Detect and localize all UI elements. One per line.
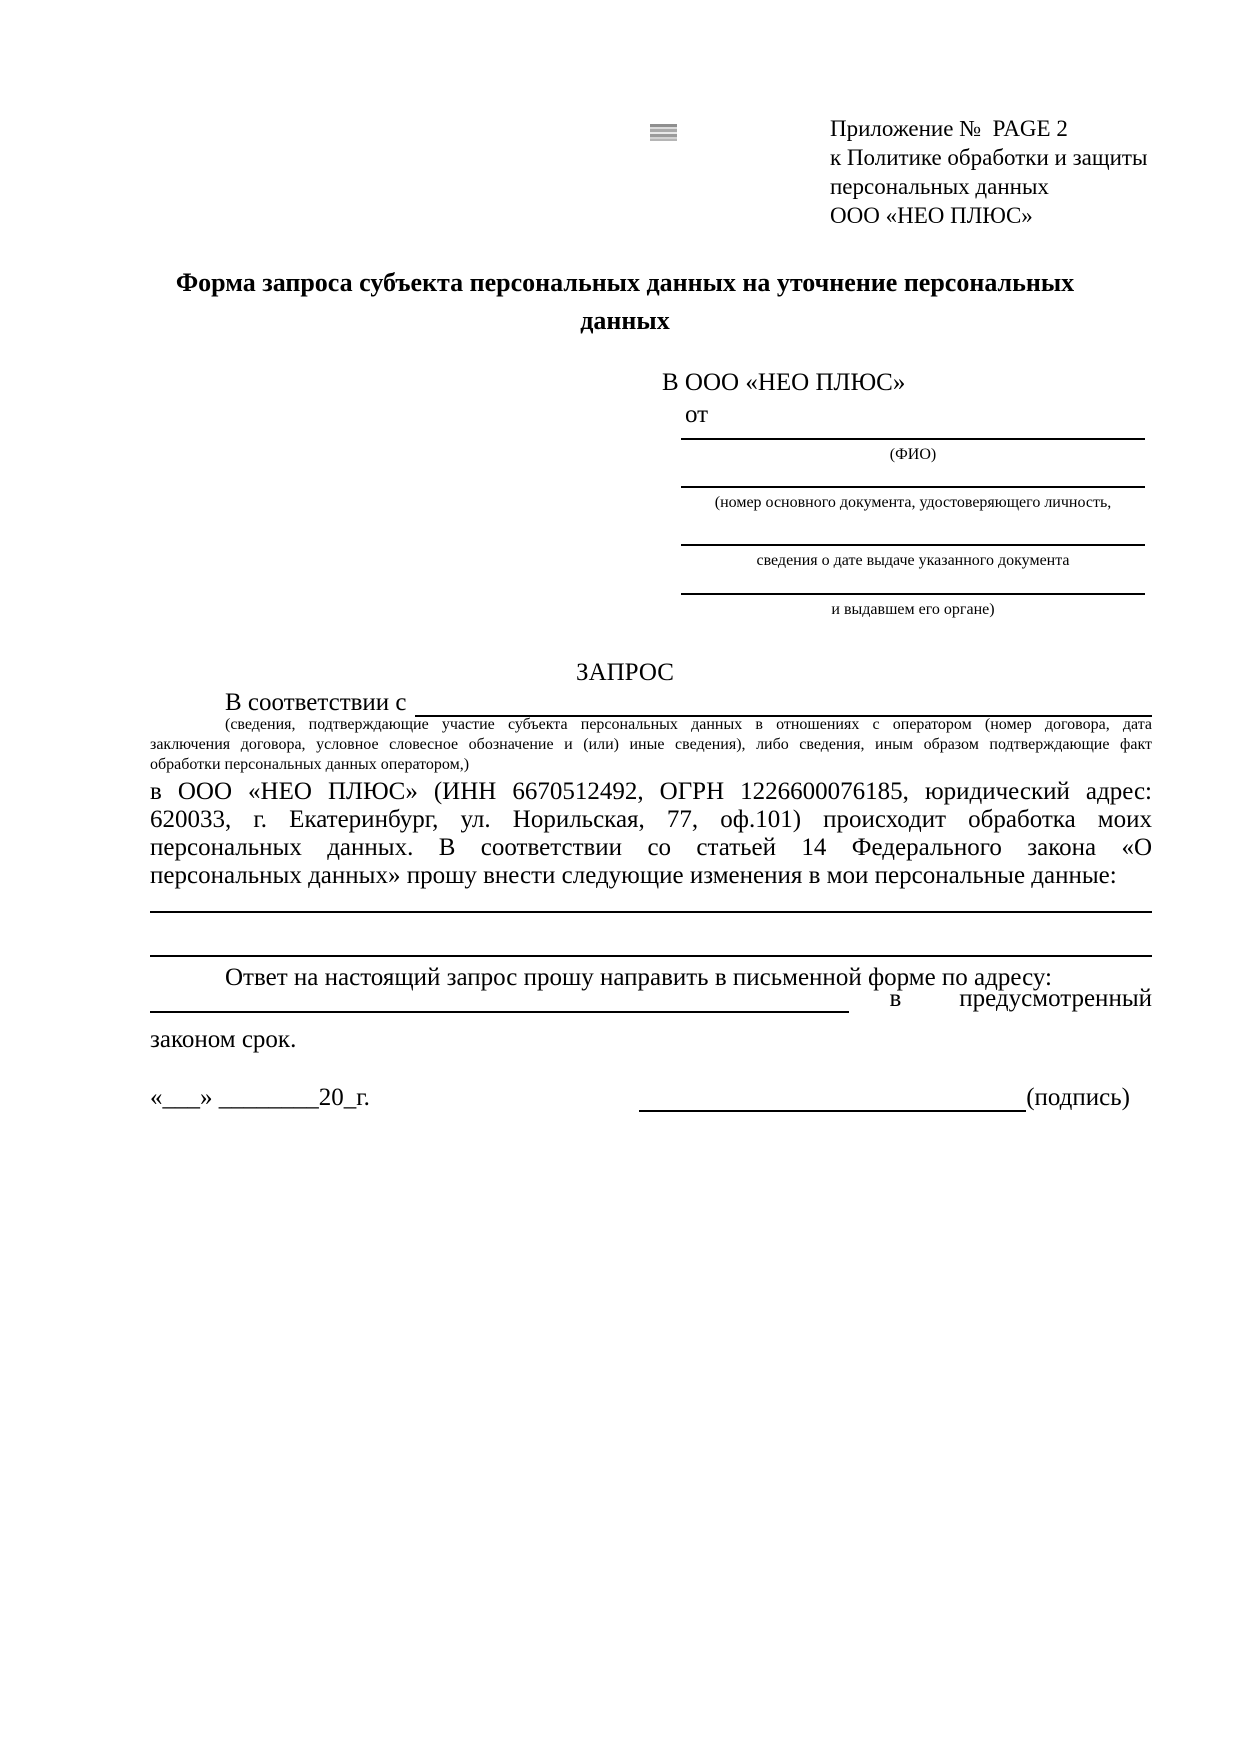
date-blank-field[interactable]: «___» ________20_г.: [150, 1084, 370, 1111]
term-text: законом срок.: [150, 1026, 297, 1053]
note-line: обработки персональных данных оператором,): [150, 756, 470, 773]
accordance-label: В соответствии с: [225, 689, 407, 716]
signature-caption: (подпись): [1026, 1084, 1130, 1111]
date-signature-row: [150, 1082, 1152, 1112]
document-issue-date-caption: сведения о дате выдаче указанного документа: [756, 552, 1070, 569]
accordance-blank-line[interactable]: [415, 691, 1152, 717]
request-heading: ЗАПРОС: [576, 659, 674, 686]
document-issuer-blank-line[interactable]: [681, 593, 1145, 595]
signature-group: [639, 1084, 1130, 1112]
signature-blank-line[interactable]: [639, 1086, 1026, 1112]
document-issue-date-blank-line[interactable]: [681, 544, 1145, 546]
document-title: Форма запроса субъекта персональных данных на уточнение персональных данных: [175, 268, 1075, 335]
fio-caption: (ФИО): [889, 446, 937, 463]
document-number-blank-line[interactable]: [681, 486, 1145, 488]
changes-blank-line-1[interactable]: [150, 911, 1152, 913]
field-code-artifact-icon: [650, 124, 677, 141]
note-line: (сведения, подтверждающие участие субъекта персональных данных в отношениях с оператором (номер договора, дата: [225, 716, 1152, 733]
recipient-from-label: от: [685, 401, 709, 428]
response-intro-text: Ответ на настоящий запрос прошу направить в письменной форме по адресу:: [225, 964, 1052, 991]
appendix-header-line: персональных данных: [830, 174, 1049, 199]
body-line: в ООО «НЕО ПЛЮС» (ИНН 6670512492, ОГРН 1226600076185, юридический адрес:: [150, 778, 1152, 805]
fio-blank-line[interactable]: [681, 438, 1145, 440]
note-paragraph: [150, 715, 1152, 775]
appendix-header-line: к Политике обработки и защиты: [830, 145, 1148, 170]
body-line: персональных данных. В соответствии со статьей 14 Федерального закона «О: [150, 834, 1152, 861]
accordance-row: [150, 689, 1152, 717]
note-line: заключения договора, условное словесное обозначение и (или) иные сведения), либо сведения, иным образом подтверждающие факт: [150, 736, 1152, 753]
response-tail-word: предусмотренный: [959, 985, 1152, 1012]
address-blank-line[interactable]: [150, 987, 849, 1013]
recipient-to-text: В ООО «НЕО ПЛЮС»: [662, 369, 906, 396]
appendix-header-line: Приложение № PAGE 2: [830, 116, 1068, 141]
body-line: персональных данных» прошу внести следующие изменения в мои персональные данные:: [150, 862, 1117, 889]
body-line: 620033, г. Екатеринбург, ул. Норильская, 77, оф.101) происходит обработка моих: [150, 806, 1152, 833]
body-paragraph: [150, 778, 1152, 890]
document-issuer-caption: и выдавшем его органе): [831, 601, 995, 618]
changes-blank-line-2[interactable]: [150, 955, 1152, 957]
appendix-header-line: ООО «НЕО ПЛЮС»: [830, 203, 1033, 228]
response-tail-word: в: [889, 985, 902, 1012]
appendix-header: [830, 114, 1147, 230]
address-row: [150, 985, 1152, 1013]
document-number-caption: (номер основного документа, удостоверяющего личность,: [714, 494, 1112, 511]
